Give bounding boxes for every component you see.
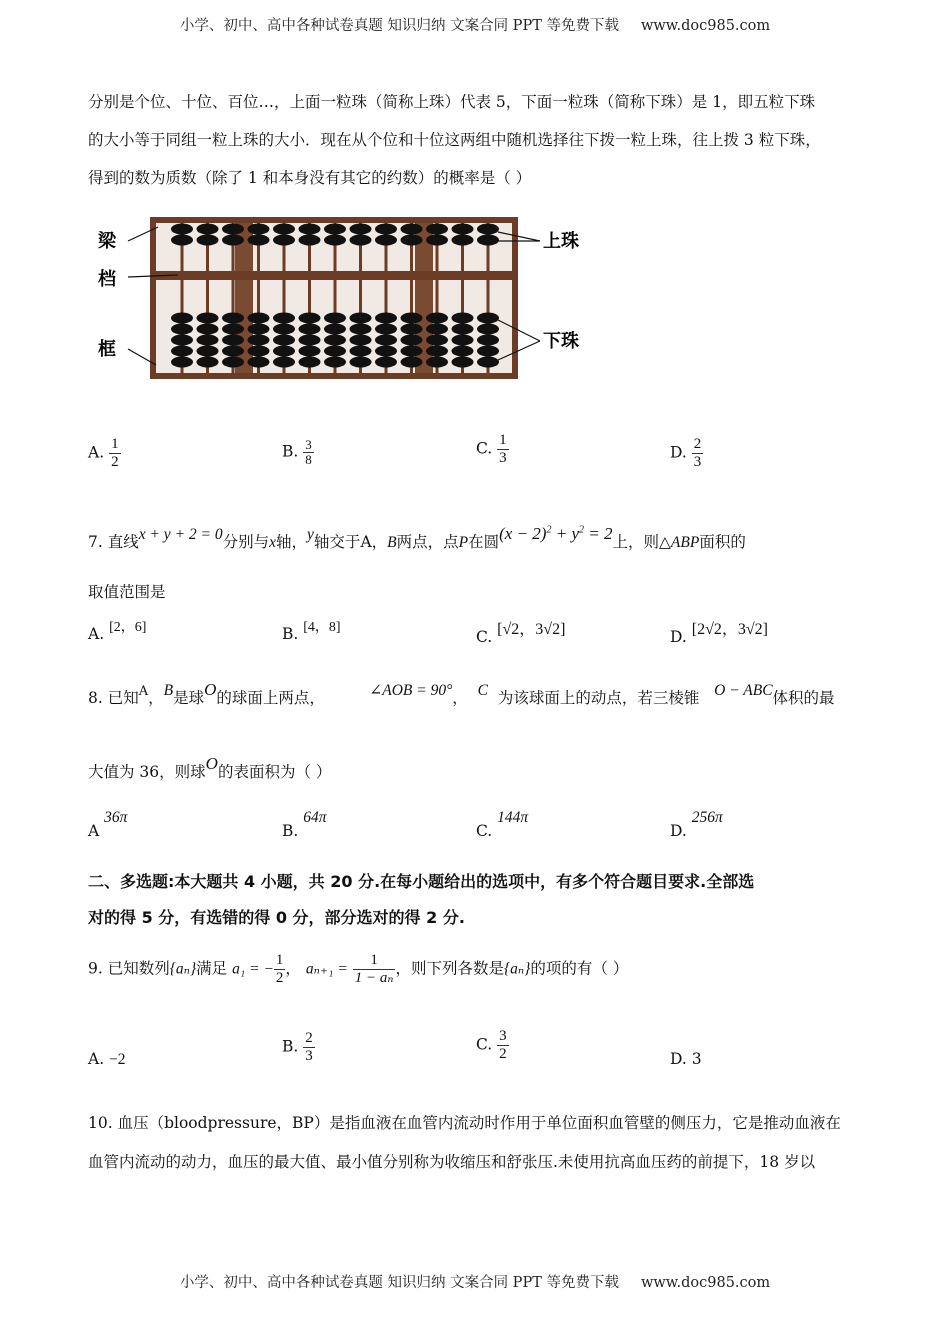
lower-bead bbox=[324, 313, 346, 324]
lower-bead bbox=[350, 346, 372, 357]
upper-bead bbox=[248, 235, 270, 246]
footer-site[interactable]: www.doc985.com bbox=[640, 1275, 771, 1291]
q7-option-b[interactable]: B. [4，8] bbox=[282, 620, 341, 643]
q10-line2: 血管内流动的动力，血压的最大值、最小值分别称为收缩压和舒张压.未使用抗高血压药的前提下，18 岁以 bbox=[88, 1153, 816, 1171]
lower-bead bbox=[426, 346, 448, 357]
label-kuang: 框 bbox=[98, 339, 116, 360]
q6-option-d[interactable]: D. $\frac{2}{3}$ bbox=[670, 436, 702, 470]
lower-bead bbox=[375, 324, 397, 335]
lower-bead bbox=[248, 335, 270, 346]
lower-bead bbox=[477, 324, 499, 335]
lower-bead bbox=[375, 357, 397, 368]
q9-option-a[interactable]: A. −2 bbox=[88, 1050, 126, 1068]
header-text: 小学、初中、高中各种试卷真题 知识归纳 文案合同 PPT 等免费下载 bbox=[179, 18, 619, 34]
q9-option-c[interactable]: C. $\frac{3}{2}$ bbox=[476, 1028, 507, 1062]
lower-bead bbox=[426, 313, 448, 324]
lower-bead bbox=[248, 346, 270, 357]
lower-bead bbox=[350, 335, 372, 346]
q6-option-b[interactable]: B. $\frac{3}{8}$ bbox=[282, 437, 312, 467]
lower-bead bbox=[273, 324, 295, 335]
lower-bead bbox=[273, 313, 295, 324]
q9-option-b[interactable]: B. $\frac{2}{3}$ bbox=[282, 1030, 313, 1064]
upper-bead bbox=[299, 235, 321, 246]
lower-bead bbox=[324, 335, 346, 346]
lower-bead bbox=[477, 357, 499, 368]
lower-bead bbox=[299, 335, 321, 346]
q8-option-b[interactable]: B. 64π bbox=[282, 809, 327, 840]
upper-bead bbox=[299, 224, 321, 235]
q8-line2: 大值为 36，则球O的表面积为（ ） bbox=[88, 754, 332, 781]
lower-bead bbox=[197, 335, 219, 346]
q6-line1: 分别是个位、十位、百位…，上面一粒珠（简称上珠）代表 5，下面一粒珠（简称下珠）是 1，即五粒下珠 bbox=[88, 93, 816, 111]
q6-option-c[interactable]: C. $\frac{1}{3}$ bbox=[476, 432, 507, 466]
section2-heading-line1: 二、多选题:本大题共 4 小题，共 20 分.在每小题给出的选项中，有多个符合题目要求.全部选 bbox=[88, 872, 755, 891]
upper-bead bbox=[273, 224, 295, 235]
lower-bead bbox=[401, 335, 423, 346]
q8-line1: 8. 已知$^A$，B是球O的球面上两点， ∠AOB = 90°， C 为该球面上的动点，若三棱锥 O − ABC体积的最 bbox=[88, 680, 835, 707]
upper-bead bbox=[222, 224, 244, 235]
lower-bead bbox=[477, 346, 499, 357]
lower-bead bbox=[324, 324, 346, 335]
upper-bead bbox=[222, 235, 244, 246]
upper-bead bbox=[375, 235, 397, 246]
q6-line3: 得到的数为质数（除了 1 和本身没有其它的约数）的概率是（ ） bbox=[88, 169, 532, 187]
lower-bead bbox=[426, 357, 448, 368]
upper-bead bbox=[350, 235, 372, 246]
lower-bead bbox=[171, 346, 193, 357]
lower-bead bbox=[426, 324, 448, 335]
lower-bead bbox=[401, 313, 423, 324]
lower-bead bbox=[452, 335, 474, 346]
q8-option-c[interactable]: C. 144π bbox=[476, 809, 529, 840]
lower-bead bbox=[299, 346, 321, 357]
upper-bead bbox=[426, 235, 448, 246]
lower-bead bbox=[375, 346, 397, 357]
lower-bead bbox=[248, 324, 270, 335]
lower-bead bbox=[273, 335, 295, 346]
upper-bead bbox=[171, 224, 193, 235]
q6-line2: 的大小等于同组一粒上珠的大小．现在从个位和十位这两组中随机选择往下拨一粒上珠，往上拨 3 粒下珠， bbox=[88, 131, 821, 149]
lower-bead bbox=[401, 346, 423, 357]
lower-bead bbox=[452, 324, 474, 335]
lower-bead bbox=[222, 313, 244, 324]
lower-bead bbox=[222, 346, 244, 357]
upper-bead bbox=[197, 224, 219, 235]
header-site[interactable]: www.doc985.com bbox=[640, 18, 771, 34]
lower-bead bbox=[171, 335, 193, 346]
upper-bead bbox=[197, 235, 219, 246]
lower-bead bbox=[197, 313, 219, 324]
lower-bead bbox=[350, 324, 372, 335]
upper-bead bbox=[452, 235, 474, 246]
page-header bbox=[0, 14, 950, 35]
lower-bead bbox=[197, 346, 219, 357]
lower-bead bbox=[222, 335, 244, 346]
lower-bead bbox=[375, 313, 397, 324]
upper-bead bbox=[452, 224, 474, 235]
lower-bead bbox=[350, 357, 372, 368]
upper-bead bbox=[324, 235, 346, 246]
upper-bead bbox=[248, 224, 270, 235]
lower-bead bbox=[299, 357, 321, 368]
upper-bead bbox=[171, 235, 193, 246]
lower-bead bbox=[375, 335, 397, 346]
footer-text: 小学、初中、高中各种试卷真题 知识归纳 文案合同 PPT 等免费下载 bbox=[179, 1275, 619, 1291]
q7-option-c[interactable]: C. [√2，3√2] bbox=[476, 621, 566, 646]
upper-bead bbox=[375, 224, 397, 235]
q9-option-d[interactable]: D. 3 bbox=[670, 1050, 702, 1068]
lower-bead bbox=[452, 313, 474, 324]
q7-line1: 7. 直线x + y + 2 = 0分别与x轴，y轴交于A，B两点，点P在圆$(x - 2)^2 + y^2 = 2$上，则△ABP面积的 bbox=[88, 524, 746, 551]
upper-bead bbox=[273, 235, 295, 246]
lower-bead bbox=[452, 357, 474, 368]
q8-option-a[interactable]: A 36π bbox=[88, 809, 128, 840]
upper-bead bbox=[477, 235, 499, 246]
lower-bead bbox=[299, 313, 321, 324]
q9-line1: 9. 已知数列{aₙ}满足 a₁ = − $\frac{1}{2}$ ， aₙ₊₁ = $\frac{1}{\text{1 − aₙ}}$ ，则下列各数是{aₙ}的项的有（ ） bbox=[88, 952, 629, 986]
upper-bead bbox=[324, 224, 346, 235]
lower-bead bbox=[171, 324, 193, 335]
label-shangzhu: 上珠 bbox=[543, 231, 579, 252]
page-footer bbox=[0, 1271, 950, 1292]
q8-option-d[interactable]: D. 256π bbox=[670, 809, 723, 840]
upper-bead bbox=[426, 224, 448, 235]
abacus-figure bbox=[88, 205, 608, 390]
label-dang: 档 bbox=[98, 269, 116, 290]
q10-line1: 10. 血压（bloodpressure，BP）是指血液在血管内流动时作用于单位面积血管壁的侧压力，它是推动血液在 bbox=[88, 1114, 841, 1132]
section2-heading-line2: 对的得 5 分，有选错的得 0 分，部分选对的得 2 分. bbox=[88, 908, 465, 927]
lower-bead bbox=[426, 335, 448, 346]
lower-bead bbox=[197, 357, 219, 368]
lower-bead bbox=[222, 324, 244, 335]
upper-bead bbox=[477, 224, 499, 235]
lower-bead bbox=[477, 335, 499, 346]
upper-bead bbox=[401, 224, 423, 235]
lower-bead bbox=[273, 346, 295, 357]
lower-bead bbox=[248, 357, 270, 368]
q7-option-d[interactable]: D. [2√2，3√2] bbox=[670, 621, 768, 646]
upper-bead bbox=[401, 235, 423, 246]
upper-bead bbox=[350, 224, 372, 235]
lower-bead bbox=[324, 346, 346, 357]
lower-bead bbox=[452, 346, 474, 357]
q6-option-a[interactable]: A. $\frac{1}{2}$ bbox=[88, 436, 119, 470]
label-liang: 梁 bbox=[98, 231, 116, 252]
lower-bead bbox=[248, 313, 270, 324]
lower-bead bbox=[401, 357, 423, 368]
lower-bead bbox=[273, 357, 295, 368]
lower-bead bbox=[197, 324, 219, 335]
lower-bead bbox=[299, 324, 321, 335]
lower-bead bbox=[324, 357, 346, 368]
lower-bead bbox=[477, 313, 499, 324]
lower-bead bbox=[350, 313, 372, 324]
lower-bead bbox=[401, 324, 423, 335]
lower-bead bbox=[171, 313, 193, 324]
q7-line2: 取值范围是 bbox=[88, 583, 166, 601]
lower-bead bbox=[171, 357, 193, 368]
lower-bead bbox=[222, 357, 244, 368]
label-xiazhu: 下珠 bbox=[543, 331, 579, 352]
q7-option-a[interactable]: A. [2，6] bbox=[88, 620, 147, 643]
